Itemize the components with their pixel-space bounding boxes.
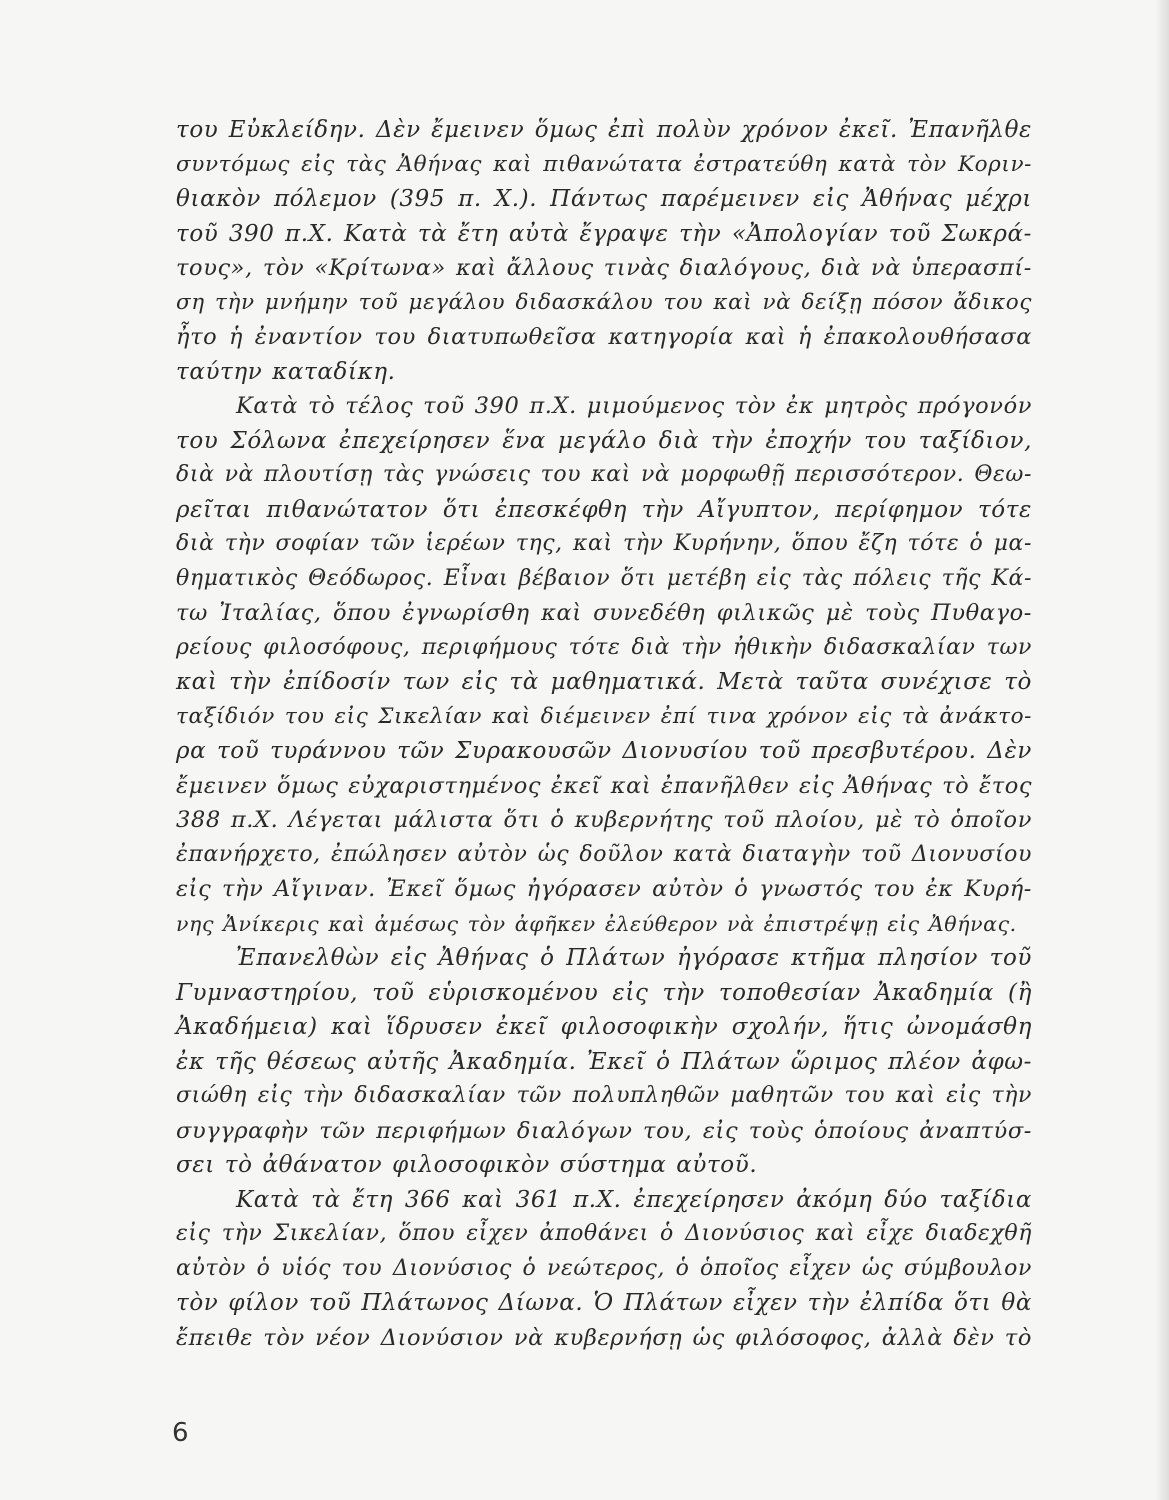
text-line: ση τὴν μνήμην τοῦ μεγάλου διδασκάλου του καὶ νὰ δείξῃ πόσον ἄδικος xyxy=(176,289,1032,315)
page-number: 6 xyxy=(172,1418,189,1448)
text-line: Κατὰ τὰ ἔτη 366 καὶ 361 π.Χ. ἐπεχείρησεν ἀκόμη δύο ταξίδια xyxy=(236,1186,1032,1213)
text-line: τους», τὸν «Κρίτωνα» καὶ ἄλλους τινὰς διαλόγους, διὰ νὰ ὑπερασπί- xyxy=(176,255,1032,281)
text-line: Ἐπανελθὼν εἰς Ἀθήνας ὁ Πλάτων ἠγόρασε κτῆμα πλησίον τοῦ xyxy=(236,945,1032,971)
text-line: τοῦ 390 π.Χ. Κατὰ τὰ ἔτη αὐτὰ ἔγραψε τὴν «Ἀπολογίαν τοῦ Σωκρά- xyxy=(176,220,1032,247)
text-line: 388 π.Χ. Λέγεται μάλιστα ὅτι ὁ κυβερνήτης τοῦ πλοίου, μὲ τὸ ὁποῖον xyxy=(176,807,1032,833)
binding-shadow xyxy=(1155,0,1169,1500)
text-line: τω Ἰταλίας, ὅπου ἐγνωρίσθη καὶ συνεδέθη φιλικῶς μὲ τοὺς Πυθαγο- xyxy=(176,600,1032,626)
text-line: αὐτὸν ὁ υἱός του Διονύσιος ὁ νεώτερος, ὁ ὁποῖος εἶχεν ὡς σύμβουλον xyxy=(176,1255,1032,1281)
text-line: συγγραφὴν τῶν περιφήμων διαλόγων του, εἰς τοὺς ὁποίους ἀναπτύσ- xyxy=(176,1117,1032,1144)
text-line: του Εὐκλείδην. Δὲν ἔμεινεν ὅμως ἐπὶ πολὺν χρόνον ἐκεῖ. Ἐπανῆλθε xyxy=(176,117,1032,143)
text-line: Γυμναστηρίου, τοῦ εὑρισκομένου εἰς τὴν τοποθεσίαν Ἀκαδημία (ἢ xyxy=(176,979,1032,1006)
body-text xyxy=(176,113,1032,1355)
text-line: σει τὸ ἀθάνατον φιλοσοφικὸν σύστημα αὐτοῦ. xyxy=(176,1152,758,1178)
text-line: εἰς τὴν Αἴγιναν. Ἐκεῖ ὅμως ἠγόρασεν αὐτὸν ὁ γνωστός του ἐκ Κυρή- xyxy=(176,876,1032,902)
text-line: ρείους φιλοσόφους, περιφήμους τότε διὰ τὴν ἠθικὴν διδασκαλίαν των xyxy=(176,634,1032,660)
text-line: ταύτην καταδίκη. xyxy=(176,358,396,385)
text-line: καὶ τὴν ἐπίδοσίν των εἰς τὰ μαθηματικά. Μετὰ ταῦτα συνέχισε τὸ xyxy=(176,669,1032,695)
text-line: ἐπανήρχετο, ἐπώλησεν αὐτὸν ὡς δοῦλον κατὰ διαταγὴν τοῦ Διονυσίου xyxy=(176,841,1032,867)
text-line: νης Ἀνίκερις καὶ ἀμέσως τὸν ἀφῆκεν ἐλεύθερον νὰ ἐπιστρέψῃ εἰς Ἀθήνας. xyxy=(176,911,1017,936)
text-line: σιώθη εἰς τὴν διδασκαλίαν τῶν πολυπληθῶν μαθητῶν του καὶ εἰς τὴν xyxy=(176,1083,1032,1108)
text-line: τὸν φίλον τοῦ Πλάτωνος Δίωνα. Ὁ Πλάτων εἶχεν τὴν ἐλπίδα ὅτι θὰ xyxy=(176,1290,1032,1316)
text-line: του Σόλωνα ἐπεχείρησεν ἕνα μεγάλο διὰ τὴν ἐποχήν του ταξίδιον, xyxy=(176,427,1032,454)
text-line: ἐκ τῆς θέσεως αὐτῆς Ἀκαδημία. Ἐκεῖ ὁ Πλάτων ὥριμος πλέον ἀφω- xyxy=(176,1048,1032,1075)
paragraph-1 xyxy=(176,113,1032,389)
text-line: διὰ νὰ πλουτίσῃ τὰς γνώσεις του καὶ νὰ μορφωθῇ περισσότερον. Θεω- xyxy=(176,462,1032,487)
text-line: ἔμεινεν ὅμως εὐχαριστημένος ἐκεῖ καὶ ἐπανῆλθεν εἰς Ἀθήνας τὸ ἔτος xyxy=(176,772,1033,799)
text-line: θιακὸν πόλεμον (395 π. Χ.). Πάντως παρέμεινεν εἰς Ἀθήνας μέχρι xyxy=(176,186,1032,212)
text-line: ταξίδιόν του εἰς Σικελίαν καὶ διέμεινεν ἐπί τινα χρόνον εἰς τὰ ἀνάκτο- xyxy=(176,703,1032,729)
paragraph-2 xyxy=(176,389,1032,941)
text-line: ρα τοῦ τυράννου τῶν Συρακουσῶν Διονυσίου τοῦ πρεσβυτέρου. Δὲν xyxy=(176,738,1032,764)
text-line: ἦτο ἡ ἐναντίον του διατυπωθεῖσα κατηγορία καὶ ἡ ἐπακολουθήσασα xyxy=(176,324,1032,350)
text-line: ρεῖται πιθανώτατον ὅτι ἐπεσκέφθη τὴν Αἴγυπτον, περίφημον τότε xyxy=(176,496,1032,523)
text-line: διὰ τὴν σοφίαν τῶν ἱερέων της, καὶ τὴν Κυρήνην, ὅπου ἔζη τότε ὁ μα- xyxy=(176,531,1032,556)
paragraph-3 xyxy=(176,941,1032,1183)
text-line: ἔπειθε τὸν νέον Διονύσιον νὰ κυβερνήσῃ ὡς φιλόσοφος, ἀλλὰ δὲν τὸ xyxy=(176,1324,1032,1351)
text-line: Ἀκαδήμεια) καὶ ἵδρυσεν ἐκεῖ φιλοσοφικὴν σχολήν, ἥτις ὠνομάσθη xyxy=(176,1014,1032,1040)
text-line: Κατὰ τὸ τέλος τοῦ 390 π.Χ. μιμούμενος τὸν ἐκ μητρὸς πρόγονόν xyxy=(236,393,1032,419)
text-line: εἰς τὴν Σικελίαν, ὅπου εἶχεν ἀποθάνει ὁ Διονύσιος καὶ εἶχε διαδεχθῆ xyxy=(176,1221,1032,1246)
paragraph-4 xyxy=(176,1183,1032,1356)
text-line: συντόμως εἰς τὰς Ἀθήνας καὶ πιθανώτατα ἐστρατεύθη κατὰ τὸν Κοριν- xyxy=(176,151,1032,177)
text-line: θηματικὸς Θεόδωρος. Εἶναι βέβαιον ὅτι μετέβη εἰς τὰς πόλεις τῆς Κά- xyxy=(176,565,1032,591)
